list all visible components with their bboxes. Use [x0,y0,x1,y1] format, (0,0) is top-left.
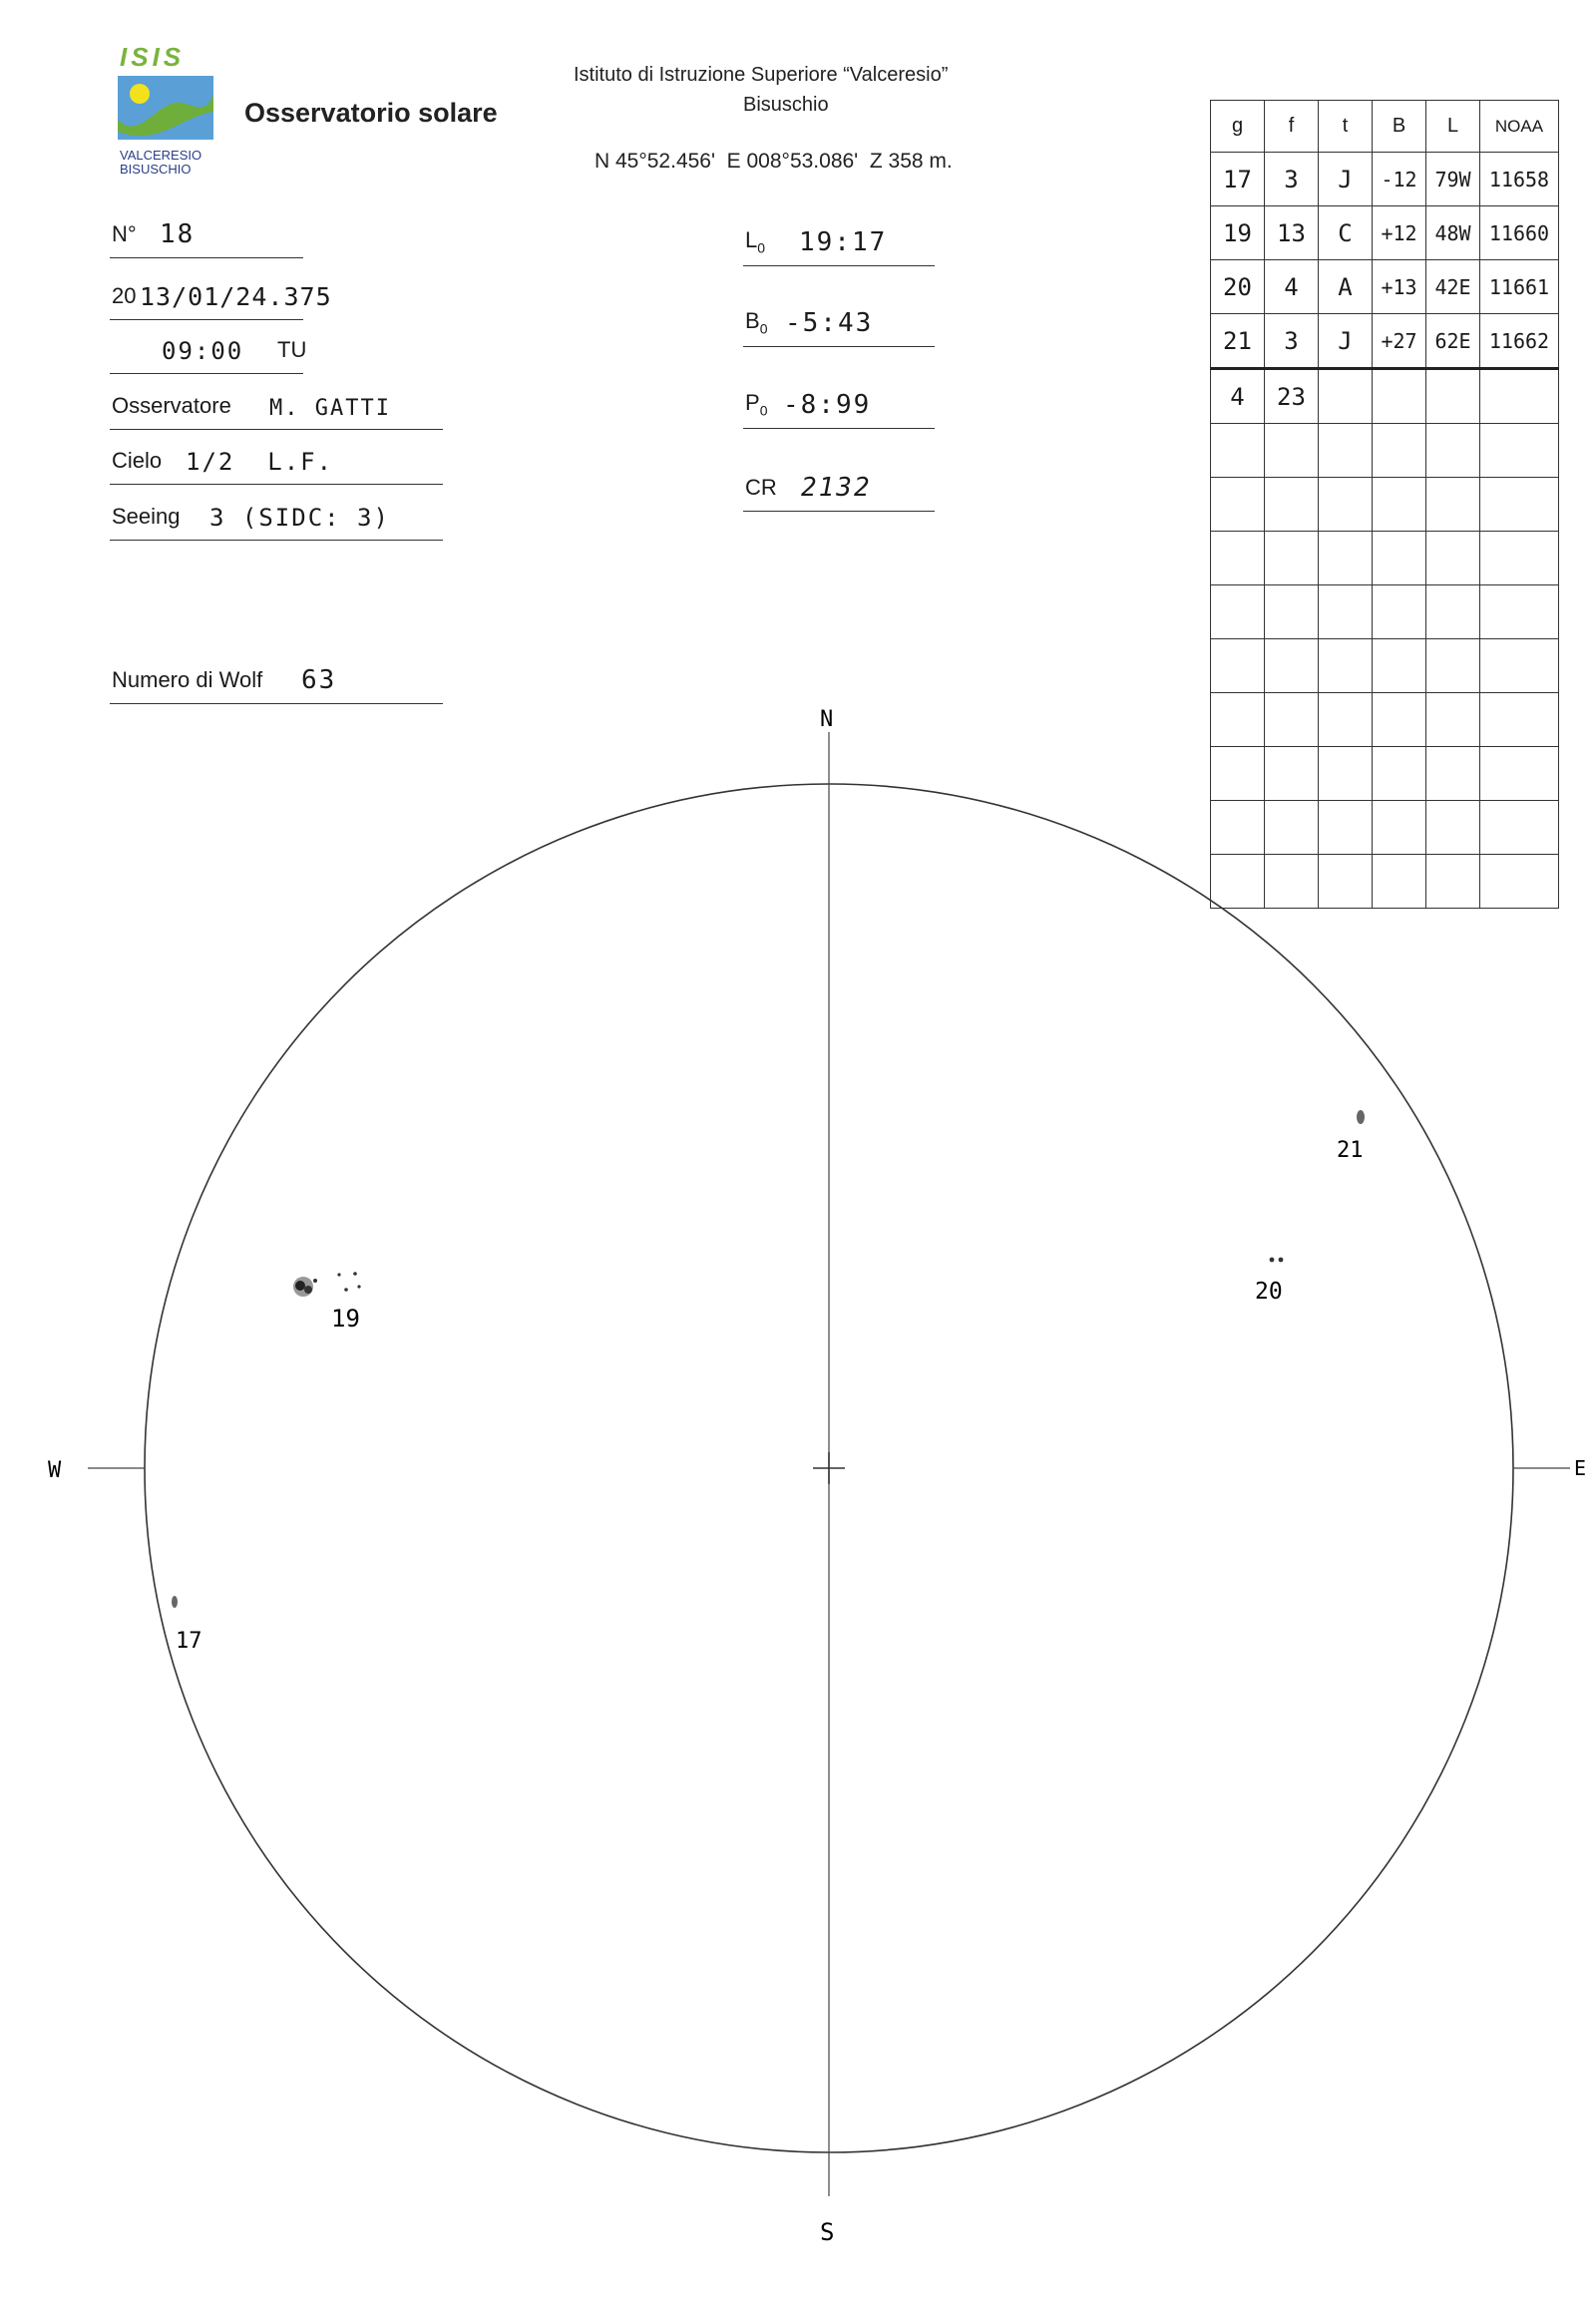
wolf-label: Numero di Wolf [112,667,263,692]
table-row [1211,206,1559,260]
cell-noaa: 11661 [1480,260,1559,314]
cell-l: 79W [1426,153,1480,206]
field-date [110,275,332,320]
cell-t: J [1319,314,1373,369]
empty-cell [1265,424,1319,478]
cell-l: 42E [1426,260,1480,314]
field-observer [110,385,443,430]
sunspot-group-19 [293,1272,361,1297]
empty-cell [1319,424,1373,478]
empty-cell [1373,532,1426,585]
col-header-g: g [1211,101,1265,153]
p0-value: -8:99 [783,390,872,420]
date-value: 13/01/24.375 [140,282,332,311]
cell-g: 21 [1211,314,1265,369]
table-row [1211,153,1559,206]
group-label-20: 20 [1255,1279,1283,1305]
cr-label: CR [745,475,777,500]
col-header-noaa: NOAA [1480,101,1559,153]
cell-b: +13 [1373,260,1426,314]
cell-b: +12 [1373,206,1426,260]
empty-cell [1319,478,1373,532]
seeing-label: Seeing [112,504,181,529]
table-row-empty [1211,478,1559,532]
number-label: N° [112,221,137,246]
institute-city: Bisuschio [743,94,829,116]
cell-g: 19 [1211,206,1265,260]
cell-b: -12 [1373,153,1426,206]
empty-cell [1211,532,1265,585]
observer-label: Osservatore [112,393,231,418]
time-unit: TU [277,337,307,362]
cell-f: 3 [1265,153,1319,206]
total-groups: 4 [1211,369,1265,424]
b0-label: $B_0$ [745,307,768,336]
cell-t: J [1319,153,1373,206]
logo-sub2: BISUSCHIO [120,162,192,177]
cell-noaa: 11658 [1480,153,1559,206]
field-p0 [743,384,935,429]
field-number [110,213,303,258]
cell-f: 3 [1265,314,1319,369]
isis-logo [112,42,221,182]
observer-value: M. GATTI [269,396,391,421]
sunspot-group-21 [1357,1110,1365,1124]
table-row-empty [1211,424,1559,478]
table-header-row [1211,101,1559,153]
group-label-21: 21 [1337,1138,1364,1163]
number-value: 18 [160,219,196,249]
empty-cell [1480,585,1559,639]
page-title: Osservatorio solare [244,98,498,128]
empty-cell [1373,478,1426,532]
col-header-l: L [1426,101,1480,153]
col-header-f: f [1265,101,1319,153]
field-l0 [743,221,935,266]
field-sky [110,440,443,485]
table-row-empty [1211,532,1559,585]
b0-value: -5:43 [785,308,874,338]
sunspot-group-17 [172,1596,178,1608]
group-label-17: 17 [176,1629,202,1654]
empty-cell [1426,532,1480,585]
wolf-value: 63 [301,665,337,695]
cell-g: 17 [1211,153,1265,206]
compass-east: E [1574,1456,1587,1480]
logo-wordmark: ISIS [120,42,186,72]
compass-west: W [48,1458,62,1483]
table-row [1211,314,1559,369]
empty-cell [1265,532,1319,585]
logo-sub1: VALCERESIO [120,148,202,163]
empty-cell [1373,585,1426,639]
institute-name: Istituto di Istruzione Superiore “Valceresio” [574,64,949,86]
cell-noaa: 11662 [1480,314,1559,369]
cr-value: 2132 [801,473,872,503]
cell-b: +27 [1373,314,1426,369]
empty-cell [1480,424,1559,478]
field-time [110,329,307,374]
empty-cell [1211,478,1265,532]
cell-g: 20 [1211,260,1265,314]
cell-t: A [1319,260,1373,314]
empty-cell [1426,585,1480,639]
seeing-value: 3 (SIDC: 3) [209,504,390,532]
col-header-b: B [1373,101,1426,153]
empty-cell [1480,478,1559,532]
empty-cell [1319,532,1373,585]
total-spots: 23 [1265,369,1319,424]
empty-cell [1426,478,1480,532]
cell-l: 62E [1426,314,1480,369]
empty-cell [1426,424,1480,478]
table-row-empty [1211,585,1559,639]
empty-cell [1480,532,1559,585]
sky-value: 1/2 L.F. [186,448,334,476]
l0-label: $L_0$ [745,226,766,255]
empty-cell [1373,424,1426,478]
l0-value: 19:17 [799,227,888,257]
logo-emblem-icon [116,74,219,144]
cell-noaa: 11660 [1480,206,1559,260]
field-b0 [743,302,935,347]
empty-cell [1211,585,1265,639]
station-coordinates: N 45°52.456' E 008°53.086' Z 358 m. [595,150,953,173]
solar-disk-drawing [0,678,1596,2300]
cell-f: 13 [1265,206,1319,260]
compass-north: N [820,707,834,732]
empty-cell [1211,424,1265,478]
cell-t: C [1319,206,1373,260]
table-totals-row [1211,369,1559,424]
cell-l: 48W [1426,206,1480,260]
time-value: 09:00 [162,337,244,365]
compass-south: S [820,2218,835,2246]
table-row [1211,260,1559,314]
field-carrington-rotation [743,467,935,512]
cell-f: 4 [1265,260,1319,314]
empty-cell [1265,585,1319,639]
p0-label: $P_0$ [745,389,768,418]
sunspot-group-20 [1270,1258,1284,1263]
empty-cell [1265,478,1319,532]
date-prefix: 20 [112,283,137,308]
field-seeing [110,496,443,541]
empty-cell [1319,585,1373,639]
group-label-19: 19 [331,1305,360,1333]
col-header-t: t [1319,101,1373,153]
sky-label: Cielo [112,448,163,473]
